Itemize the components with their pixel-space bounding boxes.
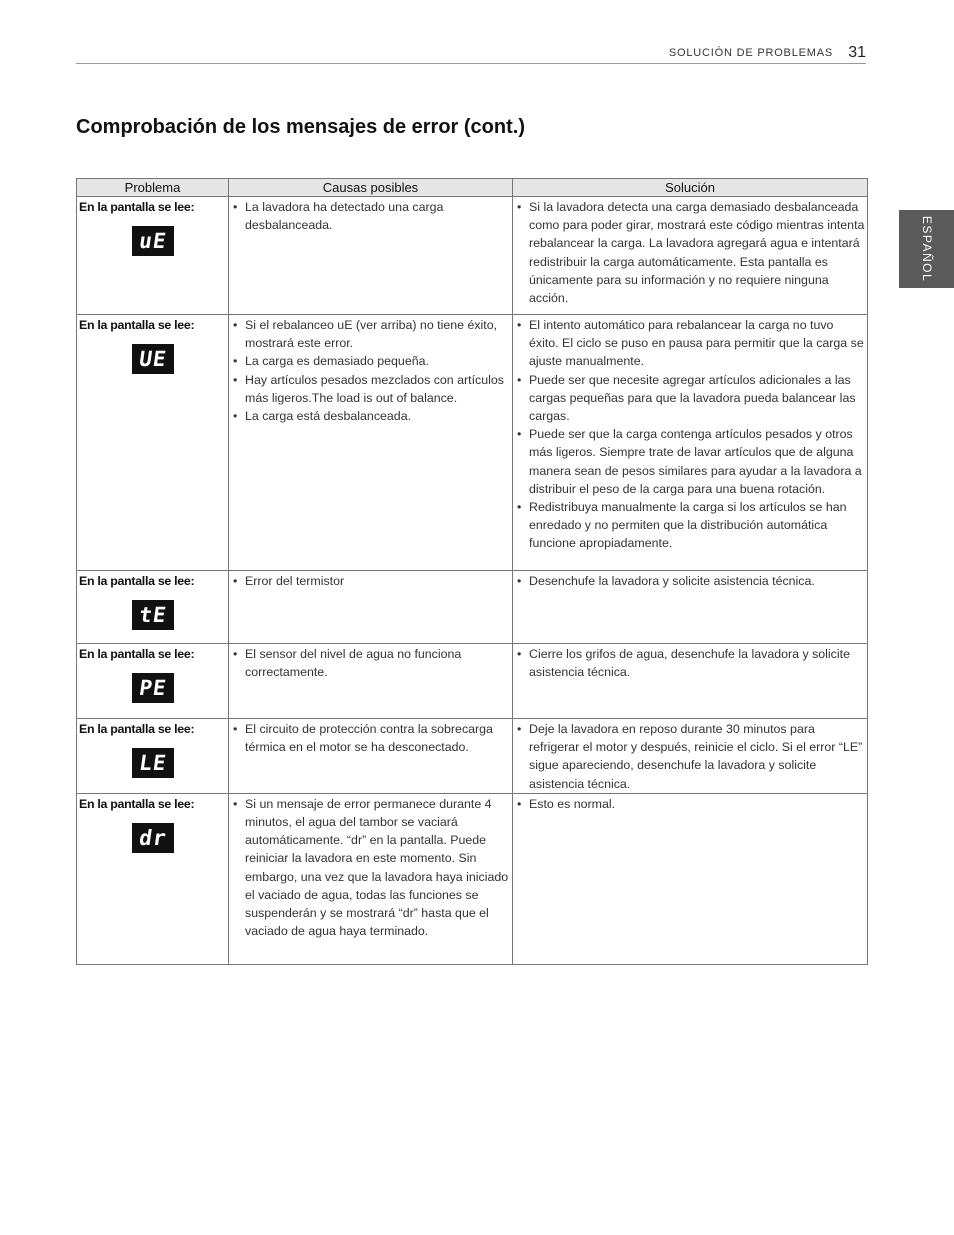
causes-cell (229, 644, 513, 719)
solution-item: • Puede ser que necesite agregar artículos adicionales a las cargas pequeñas para que la lavadora pueda balancear las cargas. (529, 371, 865, 426)
problem-label: En la pantalla se lee: (79, 647, 195, 661)
causes-cell (229, 571, 513, 644)
solution-cell (513, 644, 868, 719)
solution-cell (513, 571, 868, 644)
problem-label: En la pantalla se lee: (79, 200, 195, 214)
display-code-icon (132, 748, 174, 778)
problem-cell (77, 197, 229, 315)
solution-cell (513, 793, 868, 964)
column-header-causes: Causas posibles (229, 179, 513, 197)
page-number: 31 (848, 44, 866, 61)
display-code-icon (132, 673, 174, 703)
causes-cell (229, 719, 513, 794)
cause-item: • La carga está desbalanceada. (245, 407, 510, 425)
cause-item: • Si un mensaje de error permanece durante 4 minutos, el agua del tambor se vaciará automáticamente. “dr” en la pantalla. Puede reiniciar la lavadora en este momento. Sin embargo, una vez que la lavadora haya iniciado el vaciado de agua, todas las funciones se suspenderán y se mostrará “dr” hasta que el vaciado de agua haya terminado. (245, 795, 510, 941)
display-code: PE (137, 676, 169, 701)
table-row (77, 793, 868, 964)
problem-cell (77, 793, 229, 964)
solution-item: • Desenchufe la lavadora y solicite asistencia técnica. (529, 572, 865, 590)
cause-item: • Hay artículos pesados mezclados con artículos más ligeros.The load is out of balance. (245, 371, 510, 407)
language-tab (899, 210, 954, 288)
problem-label: En la pantalla se lee: (79, 796, 195, 811)
problem-cell (77, 315, 229, 571)
problem-label: En la pantalla se lee: (79, 574, 195, 588)
display-code-icon (132, 344, 174, 374)
cause-item: • La carga es demasiado pequeña. (245, 352, 510, 370)
header-divider (76, 63, 866, 64)
problem-label: En la pantalla se lee: (79, 722, 195, 736)
display-code: dr (137, 825, 169, 850)
cause-item: • Si el rebalanceo uE (ver arriba) no tiene éxito, mostrará este error. (245, 316, 510, 352)
solution-cell (513, 197, 868, 315)
solution-item: • Puede ser que la carga contenga artículos pesados y otros más ligeros. Siempre trate de lavar artículos que de alguna manera sean de pesos similares para ayudar a la lavadora a distribuir el peso de la carga para una buena rotación. (529, 425, 865, 498)
causes-cell (229, 197, 513, 315)
display-code: LE (137, 751, 169, 776)
language-tab-label: ESPAÑOL (919, 215, 934, 283)
display-code-icon (132, 226, 174, 256)
cause-item: • Error del termistor (245, 572, 510, 590)
column-header-solution: Solución (513, 179, 868, 197)
table-row (77, 571, 868, 644)
display-code: UE (137, 347, 169, 372)
problem-cell (77, 644, 229, 719)
solution-item: • Redistribuya manualmente la carga si los artículos se han enredado y no permiten que la distribución automática funcione apropiadamente. (529, 498, 865, 553)
causes-cell (229, 315, 513, 571)
problem-label: En la pantalla se lee: (79, 318, 195, 332)
table-row (77, 719, 868, 794)
table-row (77, 644, 868, 719)
problem-cell (77, 571, 229, 644)
problem-cell (77, 719, 229, 794)
cause-item: • El circuito de protección contra la sobrecarga térmica en el motor se ha desconectado. (245, 720, 510, 756)
display-code-icon (132, 600, 174, 630)
column-header-problem: Problema (77, 179, 229, 197)
solution-item: • Cierre los grifos de agua, desenchufe la lavadora y solicite asistencia técnica. (529, 645, 865, 681)
table-row (77, 197, 868, 315)
solution-cell (513, 719, 868, 794)
solution-item: • Esto es normal. (529, 795, 865, 813)
table-header-row (77, 179, 868, 197)
cause-item: • La lavadora ha detectado una carga desbalanceada. (245, 198, 510, 234)
display-code: uE (137, 229, 169, 254)
cause-item: • El sensor del nivel de agua no funciona correctamente. (245, 645, 510, 681)
display-code-icon (132, 823, 174, 853)
display-code: tE (137, 603, 169, 628)
solution-item: • Si la lavadora detecta una carga demasiado desbalanceada como para poder girar, mostrará este código mientras intenta rebalancear la carga. La lavadora agregará agua e intentará redistribuir la carga automáticamente. Esta pantalla es únicamente para su información y no requiere ninguna acción. (529, 198, 865, 307)
page-title: Comprobación de los mensajes de error (cont.) (76, 116, 525, 138)
causes-cell (229, 793, 513, 964)
solution-cell (513, 315, 868, 571)
section-title: SOLUCIÓN DE PROBLEMAS (668, 47, 833, 59)
solution-item: • Deje la lavadora en reposo durante 30 minutos para refrigerar el motor y después, reinicie el ciclo. Si el error “LE” sigue apareciendo, desenchufe la lavadora y solicite asistencia técnica. (529, 720, 865, 793)
solution-item: • El intento automático para rebalancear la carga no tuvo éxito. El ciclo se puso en pausa para permitir que la carga se ajuste manualmente. (529, 316, 865, 371)
table-row (77, 315, 868, 571)
error-message-table (76, 178, 868, 965)
